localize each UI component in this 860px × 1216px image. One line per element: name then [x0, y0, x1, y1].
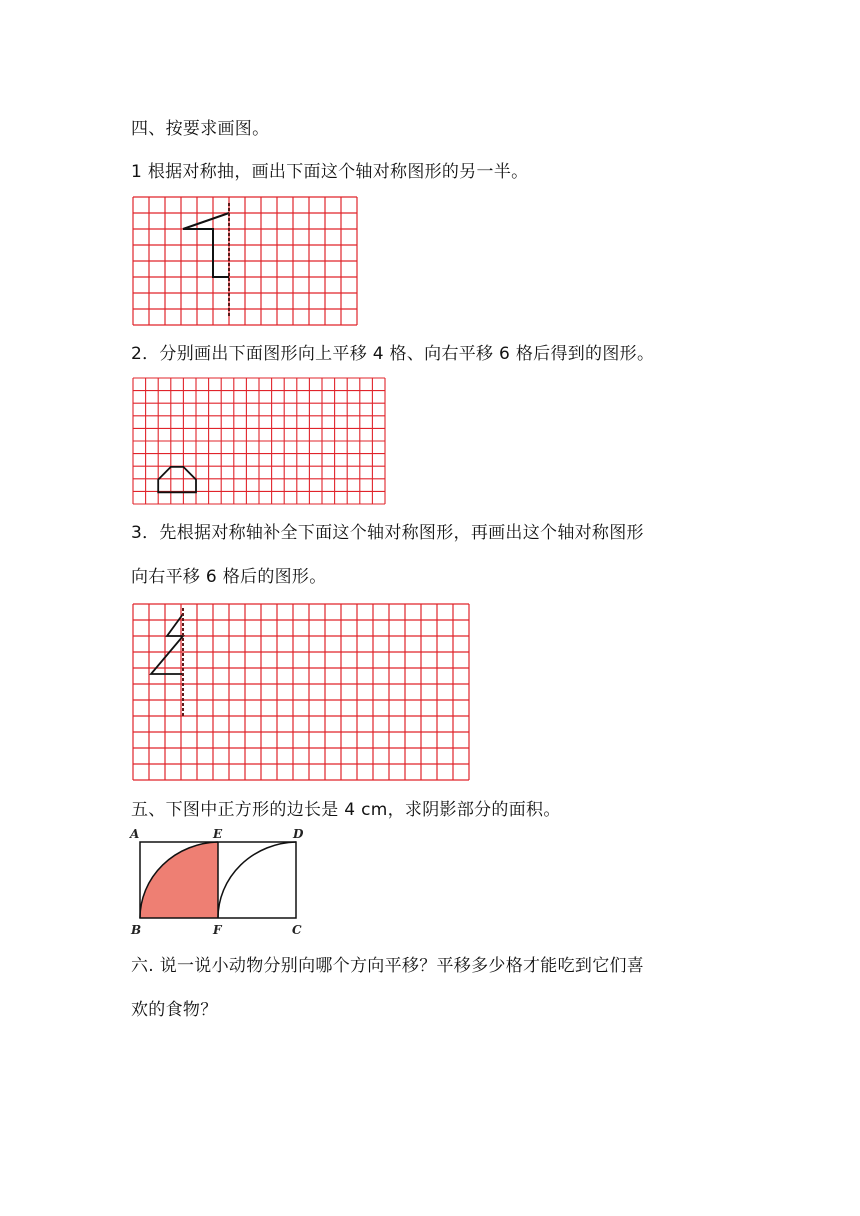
- question-3-text-line2: 向右平移 6 格后的图形。: [131, 567, 327, 587]
- question-1-text: 1 根据对称抽，画出下面这个轴对称图形的另一半。: [131, 162, 529, 182]
- question-3-text-line1: 3．先根据对称轴补全下面这个轴对称图形，再画出这个轴对称图形: [131, 523, 644, 543]
- grid-2: [133, 378, 385, 505]
- section5-heading: 五、下图中正方形的边长是 4 cm，求阴影部分的面积。: [131, 800, 561, 820]
- label-B: B: [131, 923, 142, 937]
- section6-text-line2: 欢的食物？: [131, 1000, 218, 1020]
- label-F: F: [213, 923, 222, 937]
- grid-1: [133, 197, 357, 325]
- label-C: C: [292, 923, 302, 937]
- shaded-region: [140, 842, 218, 918]
- label-A: A: [130, 827, 140, 841]
- label-D: D: [293, 827, 304, 841]
- label-E: E: [213, 827, 223, 841]
- half-figure-3: [151, 614, 183, 674]
- grid-3: [133, 604, 469, 776]
- square-figure: [128, 826, 308, 938]
- section6-text-line1: 六. 说一说小动物分别向哪个方向平移？平移多少格才能吃到它们喜: [131, 956, 645, 976]
- section4-heading: 四、按要求画图。: [131, 119, 270, 139]
- trapezoid-figure: [158, 467, 196, 492]
- question-2-text: 2．分别画出下面图形向上平移 4 格、向右平移 6 格后得到的图形。: [131, 344, 655, 364]
- arc-FD: [218, 842, 296, 918]
